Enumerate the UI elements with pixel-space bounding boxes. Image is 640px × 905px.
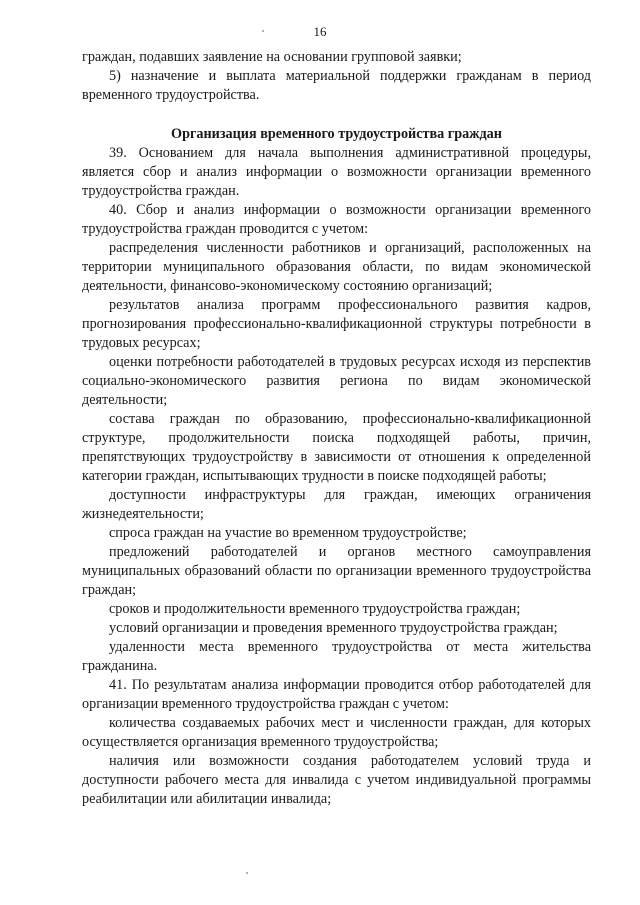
paragraphs-after-heading <box>82 144 591 809</box>
paragraphs-before-heading <box>82 48 591 105</box>
paragraph: удаленности места временного трудоустройства от места жительства гражданина. <box>82 639 591 674</box>
page-number: 16 <box>313 24 327 39</box>
paragraph: условий организации и проведения временного трудоустройства граждан; <box>109 620 558 636</box>
paragraph: состава граждан по образованию, профессионально-квалификационной структуре, продолжительности поиска подходящей работы, причин, препятствующих трудоустройству в зависимости от отношения к определенной категории граждан, испытывающих трудности в поиске подходящей работы; <box>82 411 591 484</box>
paragraph: граждан, подавших заявление на основании групповой заявки; <box>82 49 462 65</box>
paragraph: доступности инфраструктуры для граждан, имеющих ограничения жизнедеятельности; <box>82 487 591 522</box>
scan-speck <box>262 30 264 32</box>
paragraph: распределения численности работников и организаций, расположенных на территории муниципального образования области, по видам экономической деятельности, финансово-экономическому состоянию организаций; <box>82 240 591 294</box>
scan-speck <box>246 872 248 874</box>
paragraph: 39. Основанием для начала выполнения административной процедуры, является сбор и анализ информации о возможности организации временного трудоустройства граждан. <box>82 145 591 199</box>
paragraph: 5) назначение и выплата материальной поддержки гражданам в период временного трудоустройства. <box>82 68 591 103</box>
paragraph: оценки потребности работодателей в трудовых ресурсах исходя из перспектив социально-экономического развития региона по видам экономической деятельности; <box>82 354 591 408</box>
document-body <box>82 48 591 809</box>
paragraph: сроков и продолжительности временного трудоустройства граждан; <box>109 601 521 617</box>
paragraph: предложений работодателей и органов местного самоуправления муниципальных образований области по организации временного трудоустройства граждан; <box>82 544 591 598</box>
paragraph: наличия или возможности создания работодателем условий труда и доступности рабочего места для инвалида с учетом индивидуальной программы реабилитации или абилитации инвалида; <box>82 753 591 807</box>
paragraph: количества создаваемых рабочих мест и численности граждан, для которых осуществляется организация временного трудоустройства; <box>82 715 591 750</box>
section-heading: Организация временного трудоустройства граждан <box>171 126 502 142</box>
paragraph: результатов анализа программ профессионального развития кадров, прогнозирования профессионально-квалификационной структуры потребности в трудовых ресурсах; <box>82 297 591 351</box>
paragraph: 40. Сбор и анализ информации о возможности организации временного трудоустройства граждан проводится с учетом: <box>82 202 591 237</box>
paragraph: спроса граждан на участие во временном трудоустройстве; <box>109 525 467 541</box>
paragraph: 41. По результатам анализа информации проводится отбор работодателей для организации временного трудоустройства граждан с учетом: <box>82 677 591 712</box>
